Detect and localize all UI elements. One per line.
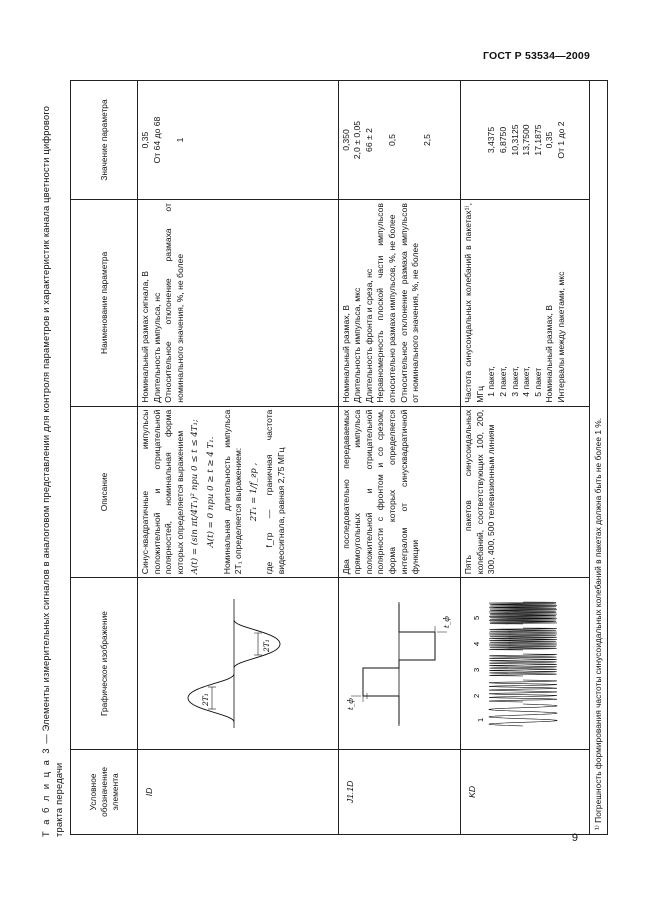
header-param: Наименование параметра	[71, 200, 138, 407]
param-name: Номинальный размах, В	[544, 304, 555, 403]
pulse-width-label: 2T₁	[201, 693, 210, 707]
page-number: 9	[571, 832, 578, 844]
burst-packet-3	[489, 654, 557, 676]
param-value: От 1 до 2	[555, 121, 566, 159]
row-description: Два последовательно передаваемых прямоугольных импульса положительной и отрицательной полярности с фронтом и со срезом, форма которых определяется интегралом от синусквадратичной функции	[338, 406, 461, 578]
table-row	[461, 81, 590, 835]
param-name: Длительность импульса, мкс	[352, 287, 363, 403]
sine-squared-pulse-diagram	[138, 595, 334, 732]
table-row	[338, 81, 461, 835]
burst-label: 3	[472, 667, 482, 673]
parameters-table	[70, 80, 608, 835]
param-name: Номинальный размах сигнала, В	[140, 271, 150, 403]
row-params	[338, 200, 461, 407]
document-header: ГОСТ Р 53534—2009	[482, 50, 590, 62]
param-value: 3,4375	[486, 126, 497, 154]
param-value: 0,5	[386, 134, 397, 146]
param-value: 1	[174, 137, 185, 143]
param-name: Номинальный размах, В	[340, 304, 351, 403]
header-code: Условное обозначение элемента	[71, 749, 138, 834]
param-name: 1 пакет,	[486, 366, 497, 397]
param-name: 5 пакет	[532, 367, 543, 397]
rectangular-pulse-diagram	[339, 595, 457, 732]
param-name: Интервалы между пакетами, мкс	[555, 271, 566, 403]
pulse-width-label-2: 2T₁	[262, 639, 271, 653]
row-params	[138, 200, 339, 407]
param-name: Частота синусоидальных колебаний в пакетах¹⁾, МГц	[463, 203, 485, 403]
caption-text-line2: тракта передачи	[54, 762, 64, 837]
param-value: От 64 до 68	[151, 116, 162, 164]
param-value: 0,35	[140, 131, 150, 149]
formula-pulse-shape: A(t) = (sin πt/4T₁)² при 0 ≤ t ≤ 4T₁;	[190, 419, 201, 575]
formula-zero: A(t) = 0 при 0 ≥ t ≥ 4 T₁.	[205, 436, 216, 548]
burst-packet-1	[489, 704, 557, 726]
header-description: Описание	[71, 406, 138, 578]
row-code: KD	[461, 749, 590, 834]
row-values	[461, 81, 590, 200]
burst-packet-5	[489, 602, 557, 624]
rotated-page-content	[40, 17, 603, 837]
row-values	[338, 81, 461, 200]
burst-packet-4	[489, 628, 557, 650]
sine-squared-pulse-figure	[138, 578, 339, 750]
param-name: 4 пакет,	[521, 366, 532, 397]
burst-label: 4	[472, 641, 482, 647]
row-code: ID	[138, 749, 339, 834]
param-name: Неравномерность плоской части импульсов относительно размаха импульсов, %, не более	[375, 203, 397, 403]
rectangular-pulse-figure	[338, 578, 461, 750]
table-header-row	[71, 81, 138, 835]
row-code: J1.1D	[338, 749, 461, 834]
rise-time-label: t_ф	[346, 698, 355, 711]
param-value: 6,8750	[497, 126, 508, 154]
burst-label: 1	[476, 717, 486, 723]
param-name: Длительность фронта и среза, нс	[363, 268, 374, 403]
row-description: Пять пакетов синусоидальных колебаний, соответствующих 100, 200, 300, 400, 500 телевизионным линиям	[461, 406, 590, 578]
burst-packet-2	[489, 680, 557, 702]
table-caption	[40, 17, 66, 837]
param-name: 3 пакет,	[509, 366, 520, 397]
row-description	[138, 406, 339, 578]
param-value: 10,3125	[509, 124, 520, 156]
burst-label: 5	[472, 615, 482, 621]
param-value: 0,35	[544, 131, 555, 149]
caption-text: — Элементы измерительных сигналов в аналоговом представлении для контроля параметров и характеристик канала цветности цифрового	[41, 105, 51, 747]
header-value: Значение параметра	[71, 81, 138, 200]
param-value: 13,7500	[521, 124, 532, 156]
burst-label: 2	[472, 693, 482, 699]
table-footnote: ¹⁾ Погрешность формирования частоты синусоидальных колебаний в пакетах должна быть не более 1 %.	[589, 81, 608, 835]
footnote-row	[589, 81, 608, 835]
burst-figure	[461, 578, 590, 750]
param-value: 66 ± 2	[363, 128, 374, 152]
header-image: Графическое изображение	[71, 578, 138, 750]
row-values	[138, 81, 339, 200]
param-value: 17,1875	[532, 124, 543, 156]
table-row	[138, 81, 339, 835]
fall-time-label: t_ф	[442, 616, 451, 629]
row-params	[461, 200, 590, 407]
param-name: Относительное отклонение размаха от номинального значения, %, не более	[163, 203, 185, 403]
burst-packets	[489, 602, 557, 726]
description-text-2: Номинальная длительность импульса 2T₁ определяется выражением:	[221, 409, 244, 575]
description-text: Синус-квадратичные импульсы положительной и отрицательной полярностей, номинальная форма которых определяется выражением	[140, 409, 185, 575]
param-value: 2,5	[421, 134, 432, 146]
caption-label: Т а б л и ц а 3	[41, 746, 51, 837]
description-text-3: где f_гр — граничная частота видеосигнала, равная 2,75 МГц	[264, 409, 286, 575]
param-value: 0,350	[340, 129, 351, 151]
param-value: 2,0 ± 0,05	[352, 120, 363, 160]
param-name: Относительное отклонение размаха импульсов от номинального значения, %, не более	[398, 203, 421, 403]
param-name: Длительность импульса, нс	[151, 292, 162, 403]
sine-bursts-diagram	[461, 595, 585, 732]
param-name: 2 пакет,	[497, 366, 508, 397]
formula-duration: 2T₁ = 1/f_гр ,	[248, 462, 259, 522]
